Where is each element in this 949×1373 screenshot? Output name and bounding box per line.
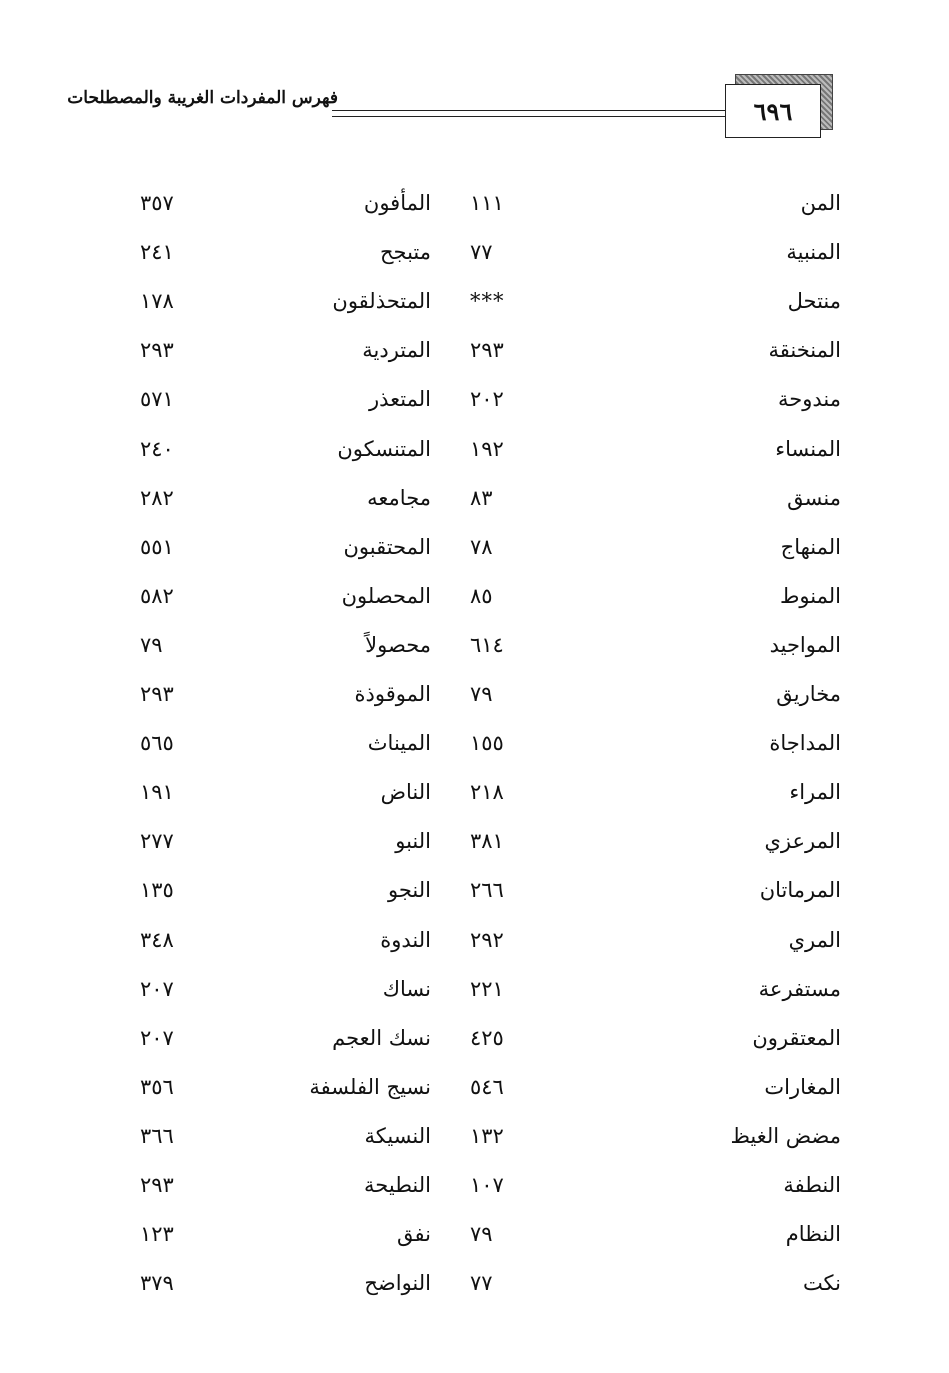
left-term: المحتقبون bbox=[343, 534, 431, 559]
index-row bbox=[0, 920, 949, 960]
right-page-number: ٥٤٦ bbox=[470, 1074, 504, 1099]
right-term: المرماتان bbox=[759, 878, 841, 903]
index-row bbox=[0, 232, 949, 272]
right-page-number: ١٠٧ bbox=[470, 1173, 504, 1197]
left-page-number: ٣٦٦ bbox=[140, 1123, 174, 1148]
right-page-number: ١٣٢ bbox=[470, 1123, 504, 1148]
right-page-number: ١١١ bbox=[470, 191, 504, 215]
right-term: المواجيد bbox=[769, 632, 841, 657]
left-term: النطيحة bbox=[364, 1173, 431, 1197]
right-page-number: ١٥٥ bbox=[470, 731, 504, 756]
right-term: مضض الغيظ bbox=[730, 1123, 841, 1148]
left-page-number: ٥٧١ bbox=[140, 387, 174, 412]
left-page-number: ٢٠٧ bbox=[140, 976, 174, 1001]
index-row bbox=[0, 1165, 949, 1205]
index-row bbox=[0, 1067, 949, 1107]
left-page-number: ٥٥١ bbox=[140, 534, 174, 559]
right-term: المنوط bbox=[780, 583, 841, 608]
left-term: النجو bbox=[388, 878, 431, 903]
right-page-number: *** bbox=[470, 289, 505, 314]
right-term: المغارات bbox=[764, 1074, 841, 1099]
right-term: نكت bbox=[802, 1271, 841, 1296]
left-page-number: ١٣٥ bbox=[140, 878, 174, 903]
index-row bbox=[0, 723, 949, 763]
index-row bbox=[0, 183, 949, 223]
left-term: متبجح bbox=[379, 240, 431, 265]
right-page-number: ٣٨١ bbox=[470, 829, 504, 854]
right-term: المنهاج bbox=[780, 534, 841, 559]
right-term: المراء bbox=[789, 780, 841, 805]
index-row bbox=[0, 330, 949, 370]
right-term: منتحل bbox=[787, 289, 841, 314]
left-page-number: ٢٨٢ bbox=[140, 485, 174, 510]
left-term: المتردية bbox=[362, 338, 431, 363]
left-page-number: ٢٤٠ bbox=[140, 436, 174, 461]
index-row bbox=[0, 674, 949, 714]
right-page-number: ٢٢١ bbox=[470, 976, 504, 1001]
right-page-number: ٨٥ bbox=[470, 583, 493, 608]
page-number: ٦٩٦ bbox=[753, 96, 793, 126]
left-page-number: ٣٥٧ bbox=[140, 191, 174, 215]
left-page-number: ٣٧٩ bbox=[140, 1271, 174, 1296]
right-page-number: ١٩٢ bbox=[470, 436, 504, 461]
index-row bbox=[0, 772, 949, 812]
index-row bbox=[0, 281, 949, 321]
left-page-number: ٣٤٨ bbox=[140, 927, 174, 952]
index-row bbox=[0, 1116, 949, 1156]
left-page-number: ٢٤١ bbox=[140, 240, 174, 265]
left-term: الموقوذة bbox=[354, 682, 431, 706]
right-term: المرعزي bbox=[764, 829, 841, 854]
left-page-number: ٢٩٣ bbox=[140, 682, 174, 706]
left-page-number: ٥٦٥ bbox=[140, 731, 174, 756]
right-term: المداجاة bbox=[769, 731, 841, 756]
running-title: فهرس المفردات الغريبة والمصطلحات bbox=[67, 88, 338, 108]
index-row bbox=[0, 1214, 949, 1254]
right-page-number: ٧٨ bbox=[470, 534, 493, 559]
right-term: مخاريق bbox=[776, 682, 841, 706]
left-page-number: ٢٩٣ bbox=[140, 1173, 174, 1197]
left-term: نسيج الفلسفة bbox=[309, 1074, 431, 1099]
left-term: المأفون bbox=[363, 191, 431, 215]
left-page-number: ١٧٨ bbox=[140, 289, 174, 314]
index-row bbox=[0, 625, 949, 665]
right-term: مستفرعة bbox=[758, 976, 841, 1001]
right-page-number: ٨٣ bbox=[470, 485, 493, 510]
right-page-number: ٢٩٢ bbox=[470, 927, 504, 952]
left-term: النواضح bbox=[364, 1271, 431, 1296]
left-term: المتنسكون bbox=[337, 436, 431, 461]
index-row bbox=[0, 1263, 949, 1303]
right-term: النظام bbox=[785, 1222, 841, 1247]
left-term: الميناث bbox=[367, 731, 431, 756]
right-page-number: ٢٦٦ bbox=[470, 878, 504, 903]
right-term: المنخنقة bbox=[768, 338, 841, 363]
left-term: مجامعه bbox=[367, 485, 431, 510]
right-page-number: ٤٢٥ bbox=[470, 1025, 504, 1050]
right-page-number: ٢٩٣ bbox=[470, 338, 504, 363]
right-term: المنساء bbox=[775, 436, 841, 461]
left-term: المحصلون bbox=[341, 583, 431, 608]
right-term: منسق bbox=[787, 485, 841, 510]
index-row bbox=[0, 429, 949, 469]
left-term: المتعذر bbox=[368, 387, 431, 412]
left-term: نساك bbox=[382, 976, 431, 1001]
left-page-number: ٢٧٧ bbox=[140, 829, 174, 854]
index-row bbox=[0, 478, 949, 518]
right-term: المعتقرون bbox=[752, 1025, 841, 1050]
index-row bbox=[0, 821, 949, 861]
right-term: المن bbox=[800, 191, 841, 215]
left-page-number: ٧٩ bbox=[140, 632, 163, 657]
left-term: نسك العجم bbox=[332, 1025, 431, 1050]
right-term: مندوحة bbox=[778, 387, 841, 412]
right-page-number: ٦١٤ bbox=[470, 632, 504, 657]
right-term: النطفة bbox=[783, 1173, 841, 1197]
right-page-number: ٢١٨ bbox=[470, 780, 504, 805]
left-page-number: ٢٩٣ bbox=[140, 338, 174, 363]
left-term: الندوة bbox=[380, 927, 431, 952]
right-term: المري bbox=[788, 927, 841, 952]
left-page-number: ١٢٣ bbox=[140, 1222, 174, 1247]
left-term: النبو bbox=[395, 829, 431, 854]
index-row bbox=[0, 1018, 949, 1058]
right-term: المنبية bbox=[786, 240, 841, 265]
index-row bbox=[0, 527, 949, 567]
right-page-number: ٢٠٢ bbox=[470, 387, 504, 412]
index-row bbox=[0, 576, 949, 616]
left-page-number: ٥٨٢ bbox=[140, 583, 174, 608]
left-page-number: ٢٠٧ bbox=[140, 1025, 174, 1050]
left-term: نفق bbox=[397, 1222, 431, 1247]
left-page-number: ١٩١ bbox=[140, 780, 174, 805]
index-row bbox=[0, 969, 949, 1009]
right-page-number: ٧٧ bbox=[470, 1271, 493, 1296]
right-page-number: ٧٧ bbox=[470, 240, 493, 265]
left-term: محصولاً bbox=[365, 632, 431, 657]
index-row bbox=[0, 379, 949, 419]
right-page-number: ٧٩ bbox=[470, 682, 493, 706]
index-row bbox=[0, 870, 949, 910]
left-term: المتحذلقون bbox=[332, 289, 431, 314]
right-page-number: ٧٩ bbox=[470, 1222, 493, 1247]
left-page-number: ٣٥٦ bbox=[140, 1074, 174, 1099]
left-term: الناض bbox=[380, 780, 431, 805]
left-term: النسيكة bbox=[364, 1123, 431, 1148]
